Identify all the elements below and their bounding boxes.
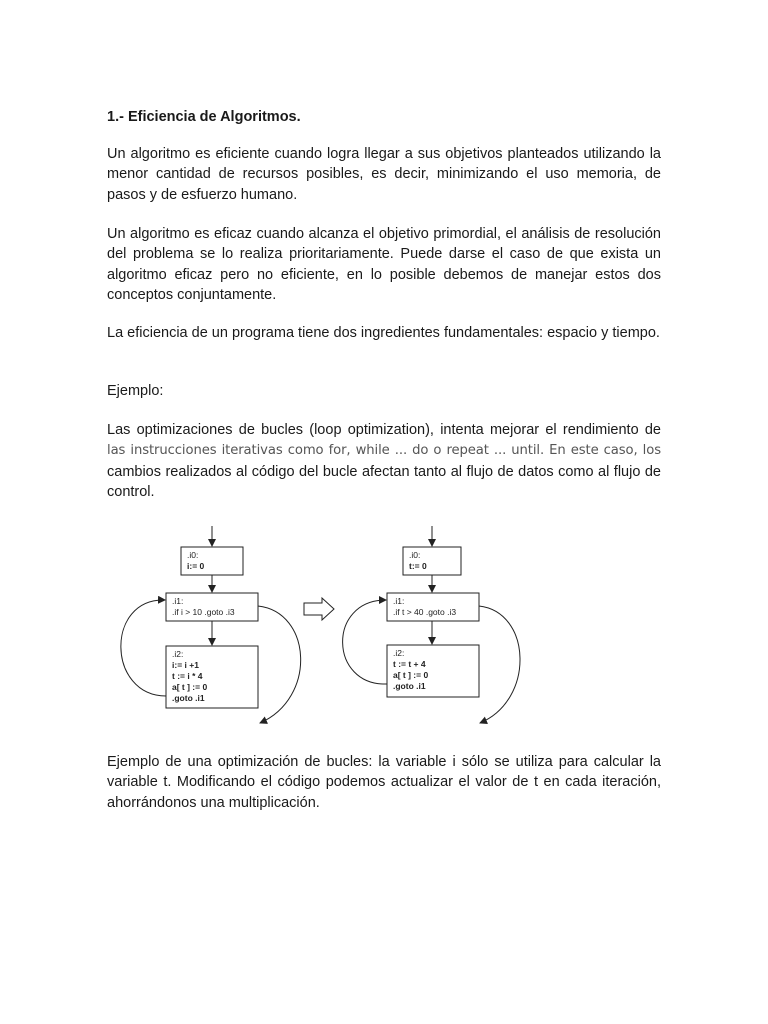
paragraph-example-label: Ejemplo: — [107, 383, 164, 399]
block-i2-label: .i2: — [393, 648, 405, 658]
loop-text-line-1: Las optimizaciones de bucles (loop optimization), intenta mejorar el rendimiento de — [107, 422, 661, 438]
loop-back-arrow — [343, 600, 387, 684]
block-i2-line-3: a[ t ] := 0 — [172, 682, 208, 692]
block-i2-line-1: t := t + 4 — [393, 659, 426, 669]
right-flowchart — [343, 526, 520, 723]
loop-optimization-diagram — [107, 520, 537, 738]
block-i1-label: .i1: — [172, 596, 184, 606]
block-i0-label: .i0: — [187, 550, 199, 560]
paragraph-efficacy: Un algoritmo es eficaz cuando alcanza el objetivo primordial, el análisis de resolución del problema se lo realiza prioritariamente. Puede darse el caso de que exista un algoritmo eficaz pero no eficiente, en lo posible debemos de manejar estos dos conceptos conjuntamente. — [107, 226, 661, 303]
loop-text-line-3: cambios realizados al código del bucle afectan tanto al flujo de datos como al flujo de control. — [107, 463, 661, 500]
paragraph-loop-optimization — [107, 420, 661, 502]
block-i2-line-4: .goto .i1 — [172, 693, 205, 703]
exit-arrow — [258, 606, 301, 723]
block-i2-line-2: t := i * 4 — [172, 671, 203, 681]
block-i1-label: .i1: — [393, 596, 405, 606]
block-i2-line-3: .goto .i1 — [393, 681, 426, 691]
exit-arrow — [479, 606, 520, 723]
block-i1-code: .if i > 10 .goto .i3 — [172, 607, 235, 617]
block-i2-line-1: i:= i +1 — [172, 660, 199, 670]
block-i2-label: .i2: — [172, 649, 184, 659]
diagram-svg — [107, 520, 537, 738]
paragraph-efficiency: Un algoritmo es eficiente cuando logra llegar a sus objetivos planteados utilizando la menor cantidad de recursos posibles, es decir, minimizando el uso memoria, de pasos y de esfuerzo humano. — [107, 146, 661, 203]
block-i0-code: t:= 0 — [409, 561, 427, 571]
loop-back-arrow — [121, 600, 166, 696]
paragraph-example-description: Ejemplo de una optimización de bucles: la variable i sólo se utiliza para calcular la variable t. Modificando el código podemos actualizar el valor de t en cada iteración, ahorrándonos una multiplicación. — [107, 754, 661, 811]
block-i0-label: .i0: — [409, 550, 421, 560]
left-flowchart — [121, 526, 301, 723]
transform-arrow — [304, 598, 334, 620]
section-heading: 1.- Eficiencia de Algoritmos. — [107, 109, 301, 125]
block-i2-line-2: a[ t ] := 0 — [393, 670, 429, 680]
block-i1-code: .if t > 40 .goto .i3 — [393, 607, 457, 617]
paragraph-ingredients: La eficiencia de un programa tiene dos ingredientes fundamentales: espacio y tiempo. — [107, 325, 660, 341]
loop-text-line-2: las instrucciones iterativas como for, while ... do o repeat ... until. En este caso, los — [107, 443, 661, 459]
block-i0-code: i:= 0 — [187, 561, 205, 571]
